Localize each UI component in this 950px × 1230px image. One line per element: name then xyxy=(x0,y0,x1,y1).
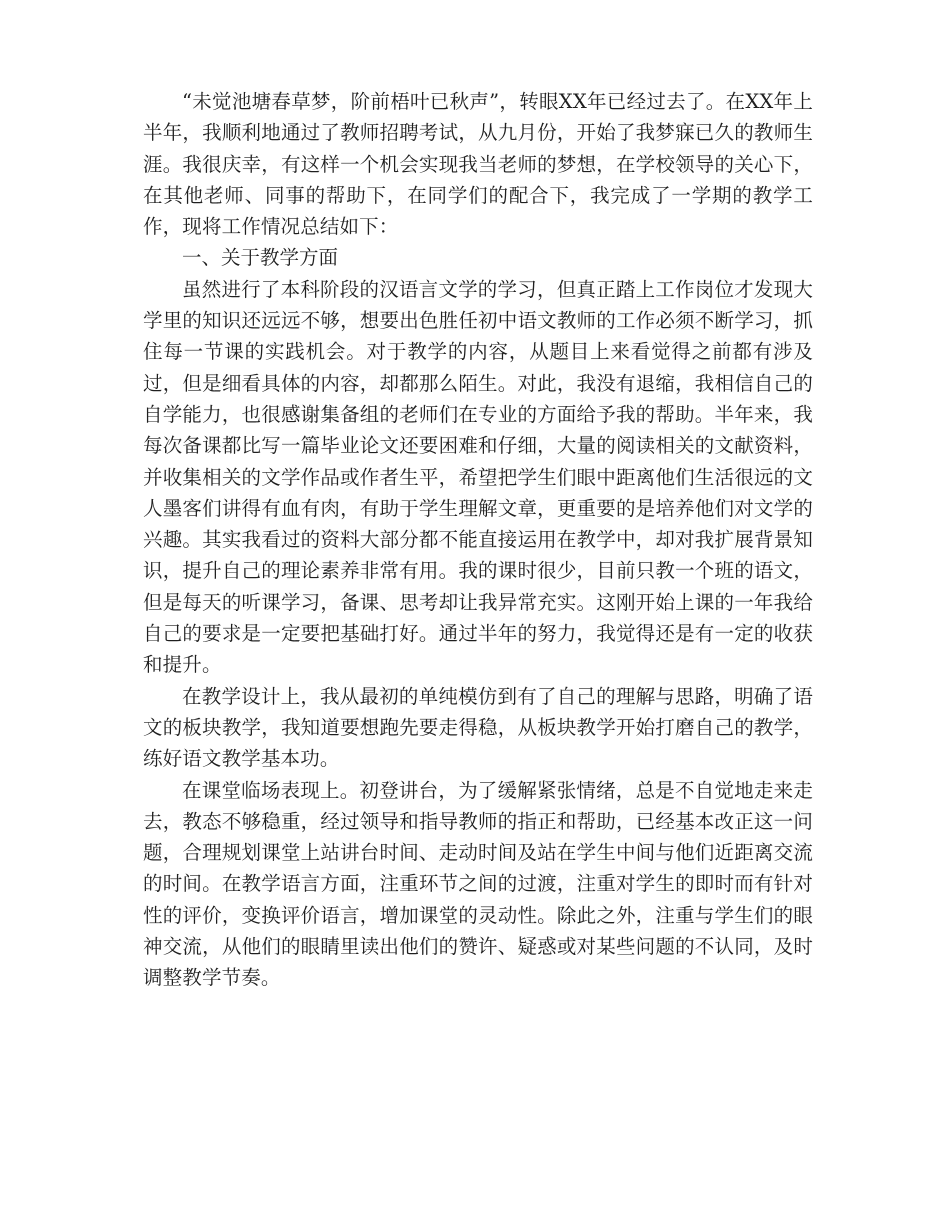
paragraph-learning: 虽然进行了本科阶段的汉语言文学的学习，但真正踏上工作岗位才发现大学里的知识还远远不够，想要出色胜任初中语文教师的工作必须不断学习，抓住每一节课的实践机会。对于教学的内容，从题目上来看觉得之前都有涉及过，但是细看具体的内容，却都那么陌生。对此，我没有退缩，我相信自己的自学能力，也很感谢集备组的老师们在专业的方面给予我的帮助。半年来，我每次备课都比写一篇毕业论文还要困难和仔细，大量的阅读相关的文献资料，并收集相关的文学作品或作者生平，希望把学生们眼中距离他们生活很远的文人墨客们讲得有血有肉，有助于学生理解文章，更重要的是培养他们对文学的兴趣。其实我看过的资料大部分都不能直接运用在教学中，却对我扩展背景知识，提升自己的理论素养非常有用。我的课时很少，目前只教一个班的语文，但是每天的听课学习，备课、思考却让我异常充实。这刚开始上课的一年我给自己的要求是一定要把基础打好。通过半年的努力，我觉得还是有一定的收获和提升。 xyxy=(143,277,813,677)
paragraph-classroom: 在课堂临场表现上。初登讲台，为了缓解紧张情绪，总是不自觉地走来走去，教态不够稳重，经过领导和指导教师的指正和帮助，已经基本改正这一问题，合理规划课堂上站讲台时间、走动时间及站在学生中间与他们近距离交流的时间。在教学语言方面，注重环节之间的过渡，注重对学生的即时而有针对性的评价，变换评价语言，增加课堂的灵动性。除此之外，注重与学生们的眼神交流，从他们的眼睛里读出他们的赞许、疑惑或对某些问题的不认同，及时调整教学节奏。 xyxy=(143,778,813,990)
section-heading-teaching: 一、关于教学方面 xyxy=(182,246,339,270)
paragraph-intro: “未觉池塘春草梦，阶前梧叶已秋声”，转眼XX年已经过去了。在XX年上半年，我顺利地通过了教师招聘考试，从九月份，开始了我梦寐已久的教师生涯。我很庆幸，有这样一个机会实现我当老师的梦想，在学校领导的关心下，在其他老师、同事的帮助下，在同学们的配合下，我完成了一学期的教学工作，现将工作情况总结如下： xyxy=(143,90,813,239)
paragraph-design: 在教学设计上，我从最初的单纯模仿到有了自己的理解与思路，明确了语文的板块教学，我知道要想跑先要走得稳，从板块教学开始打磨自己的教学，练好语文教学基本功。 xyxy=(143,684,813,771)
document-body xyxy=(143,86,813,994)
